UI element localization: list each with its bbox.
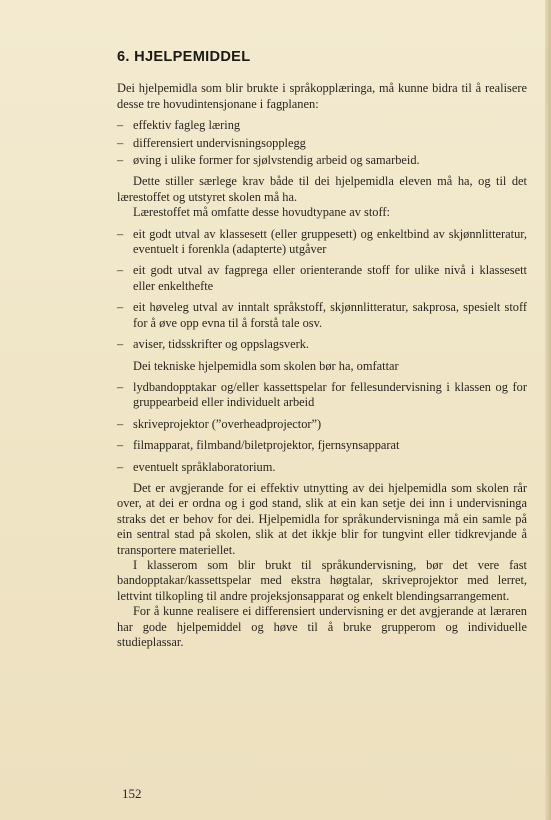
list-item: – differensiert undervisningsopplegg bbox=[117, 136, 527, 151]
list-item: – effektiv fagleg læring bbox=[117, 118, 527, 133]
differentiated-paragraph: For å kunne realisere ei differensiert undervisning er det avgjerande at læraren har gode hjelpemiddel og høve til å bruke grupperom og individuelle studieplassar. bbox=[117, 604, 527, 649]
page-number: 152 bbox=[122, 786, 142, 801]
list-item: – skriveprojektor (”overheadprojector”) bbox=[117, 417, 527, 432]
list-item: – øving i ulike former for sjølvstendig arbeid og samarbeid. bbox=[117, 153, 527, 168]
crucial-paragraph: Det er avgjerande for ei effektiv utnytting av dei hjelpemidla som skolen rår over, at dei er ordna og i god stand, slik at ein kan setje dei inn i undervisninga straks det er behov for dei. Hjelpemidla for språkundervisninga må ein samle på ein sentral stad på skolen, slik at det ikkje blir for tungvint eller tidkrevjande å transportere materiellet. bbox=[117, 480, 527, 557]
classroom-paragraph: I klasserom som blir brukt til språkundervisning, bør det vere fast bandopptakar/kassettspelar med ekstra høgtalar, skriveprojektor med lerret, lettvint tilkopling til andre projeksjonsapparat og enkelt blendingsarrangement. bbox=[117, 557, 527, 603]
list-item: – eventuelt språklaboratorium. bbox=[117, 460, 527, 475]
list-item: – eit godt utval av fagprega eller orienterande stoff for ulike nivå i klassesett eller enkelthefte bbox=[117, 263, 527, 294]
list-item: – filmapparat, filmband/biletprojektor, fjernsynsapparat bbox=[117, 438, 527, 453]
technical-aids-list bbox=[117, 380, 527, 475]
technical-intro-paragraph: Dei tekniske hjelpemidla som skolen bør ha, omfattar bbox=[133, 358, 399, 373]
list-item: – eit høveleg utval av inntalt språkstoff, skjønnlitteratur, sakprosa, spesielt stoff for å øve opp evna til å forstå tale osv. bbox=[117, 300, 527, 331]
list-item: – aviser, tidsskrifter og oppslagsverk. bbox=[117, 337, 527, 352]
intro-paragraph: Dei hjelpemidla som blir brukte i språkopplæringa, må kunne bidra til å realisere desse tre hovudintensjonane i fagplanen: bbox=[117, 81, 527, 111]
material-types-list bbox=[117, 227, 527, 353]
list-item: – lydbandopptakar og/eller kassettspelar for fellesundervisning i klassen og for gruppearbeid eller individuelt arbeid bbox=[117, 380, 527, 411]
page-edge bbox=[545, 0, 551, 820]
requirements-paragraph: Dette stiller særlege krav både til dei hjelpemidla eleven må ha, og til det lærestoffet og utstyret skolen må ha. bbox=[117, 174, 527, 204]
list-item: – eit godt utval av klassesett (eller gruppesett) og enkeltbind av skjønnlitteratur, eventuelt i forenkla (adapterte) utgåver bbox=[117, 227, 527, 258]
chapter-heading: 6. HJELPEMIDDEL bbox=[117, 49, 251, 65]
material-intro-paragraph: Lærestoffet må omfatte desse hovudtypane av stoff: bbox=[133, 205, 390, 220]
page-content bbox=[117, 50, 527, 650]
intentions-list bbox=[117, 118, 527, 168]
